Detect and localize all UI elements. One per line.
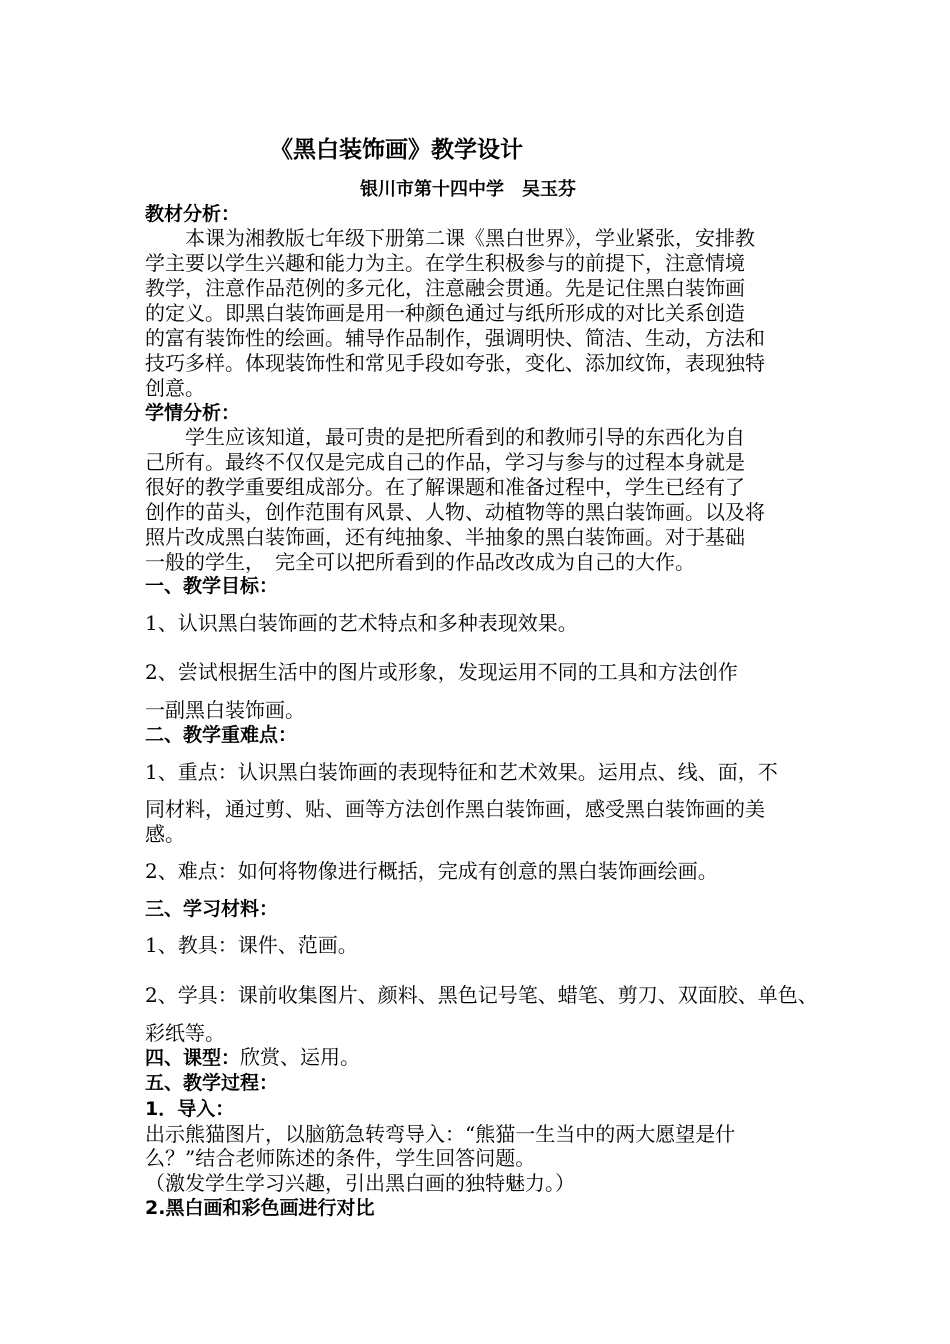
paragraph-line: 学生应该知道，最可贵的是把所看到的和教师引导的东西化为自: [145, 425, 745, 449]
paragraph-line: 的定义。即黑白装饰画是用一种颜色通过与纸所形成的对比关系创造: [145, 301, 745, 325]
heading-step-1-intro: 1．导入：: [145, 1098, 235, 1120]
step-1-line-1: 出示熊猫图片，以脑筋急转弯导入：“熊猫一生当中的两大愿望是什: [145, 1122, 736, 1146]
lesson-type-value: 欣赏、运用。: [240, 1045, 361, 1069]
document-title: 《黑白装饰画》教学设计: [270, 136, 523, 163]
material-item-2-line-2: 彩纸等。: [145, 1021, 225, 1045]
keypoint-item-1-line-1: 1、重点：认识黑白装饰画的表现特征和艺术效果。运用点、线、面，不: [145, 760, 778, 784]
paragraph-line: 的富有装饰性的绘画。辅导作品制作，强调明快、简洁、生动，方法和: [145, 326, 765, 350]
goal-item-2-line-1: 2、尝试根据生活中的图片或形象，发现运用不同的工具和方法创作: [145, 660, 738, 684]
paragraph-line: 创作的苗头，创作范围有风景、人物、动植物等的黑白装饰画。以及将: [145, 500, 765, 524]
heading-textbook-analysis: 教材分析：: [145, 203, 241, 225]
paragraph-line: 学主要以学生兴趣和能力为主。在学生积极参与的前提下，注意情境: [145, 251, 745, 275]
paragraph-line: 照片改成黑白装饰画，还有纯抽象、半抽象的黑白装饰画。对于基础: [145, 525, 745, 549]
heading-teaching-goals: 一、教学目标：: [145, 575, 279, 597]
keypoint-item-1-line-3: 感。: [145, 822, 185, 846]
material-item-1: 1、教具：课件、范画。: [145, 933, 358, 957]
heading-lesson-type: 四、课型：: [145, 1047, 241, 1069]
step-1-line-2: 么？”结合老师陈述的条件，学生回答问题。: [145, 1146, 536, 1170]
keypoint-item-2: 2、难点：如何将物像进行概括，完成有创意的黑白装饰画绘画。: [145, 859, 718, 883]
paragraph-line: 一般的学生， 完全可以把所看到的作品改改成为自己的大作。: [145, 550, 695, 574]
lesson-type-line: [145, 1045, 360, 1070]
keypoint-item-1-line-2: 同材料，通过剪、贴、画等方法创作黑白装饰画，感受黑白装饰画的美: [145, 797, 765, 821]
heading-step-2-compare: 2.黑白画和彩色画进行对比: [145, 1197, 375, 1219]
goal-item-1: 1、认识黑白装饰画的艺术特点和多种表现效果。: [145, 611, 578, 635]
paragraph-line: 很好的教学重要组成部分。在了解课题和准备过程中，学生已经有了: [145, 475, 745, 499]
goal-item-2-line-2: 一副黑白装饰画。: [145, 698, 305, 722]
heading-materials: 三、学习材料：: [145, 898, 279, 920]
paragraph-line: 己所有。最终不仅仅是完成自己的作品，学习与参与的过程本身就是: [145, 450, 745, 474]
heading-teaching-process: 五、教学过程：: [145, 1072, 279, 1094]
step-1-line-3: （激发学生学习兴趣，引出黑白画的独特魅力。）: [145, 1171, 575, 1195]
paragraph-line: 本课为湘教版七年级下册第二课《黑白世界》，学业紧张，安排教: [145, 226, 755, 250]
author-line: 银川市第十四中学 吴玉芬: [360, 179, 576, 200]
heading-student-analysis: 学情分析：: [145, 402, 241, 424]
paragraph-line: 创意。: [145, 376, 205, 400]
paragraph-line: 技巧多样。体现装饰性和常见手段如夸张，变化、添加纹饰，表现独特: [145, 351, 765, 375]
heading-key-points: 二、教学重难点：: [145, 724, 298, 746]
paragraph-line: 教学，注意作品范例的多元化，注意融会贯通。先是记住黑白装饰画: [145, 276, 745, 300]
material-item-2-line-1: 2、学具：课前收集图片、颜料、黑色记号笔、蜡笔、剪刀、双面胶、单色、: [145, 983, 818, 1007]
